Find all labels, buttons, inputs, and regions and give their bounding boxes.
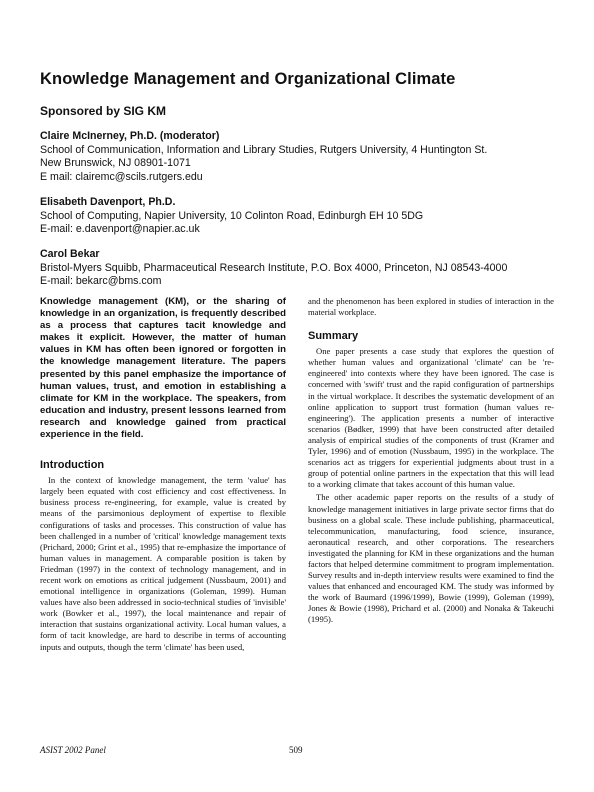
introduction-continuation: and the phenomenon has been explored in studies of interaction in the material workplace. [308,296,554,318]
author-affiliation: School of Computing, Napier University, 10 Colinton Road, Edinburgh EH 10 5DG [40,209,424,222]
author-email: E-mail: e.davenport@napier.ac.uk [40,223,200,235]
author-address: New Brunswick, NJ 08901-1071 [40,157,191,169]
right-column [308,296,554,626]
author-name: Claire McInerney, Ph.D. (moderator) [40,130,220,142]
footer-conference: ASIST 2002 Panel [40,745,106,755]
summary-paragraph-2: The other academic paper reports on the results of a study of knowledge management initiatives in large private sector firms that do business on a global scale. These include publishing, pharmaceutical, telecommunication, manufacturing, food science, insurance, aeronautical research, and other corporations. The researchers investigated the planning for KM in these organizations and the human factors that helped determine commitment to program implementation. Survey results and in-depth interview results were examined to find the values that enhanced and encouraged KM. The study was informed by the work of Baumard (1996/1999), Bowie (1999), Goleman (1999), Jones & Bowie (1998), Prichard et al. (2000) and Nonaka & Takeuchi (1995). [308,492,554,625]
abstract: Knowledge management (KM), or the sharing of knowledge in an organization, is frequently described as a process that captures tacit knowledge and makes it explicit. However, the matter of human values in KM has often been ignored or forgotten in the knowledge management literature. The papers presented by this panel emphasize the importance of human values, trust, and emotion in establishing a climate for KM in the workplace. The speakers, from education and industry, present lessons learned from research and knowledge gained from practical experience in the field. [40,296,286,441]
author-name: Carol Bekar [40,248,100,260]
summary-heading: Summary [308,330,359,343]
sponsor-line: Sponsored by SIG KM [40,104,167,118]
introduction-paragraph: In the context of knowledge management, the term 'value' has largely been equated with cost efficiency and cost effectiveness. In business process re-engineering, for example, value is created by means of the parsimonious deployment of expertise to flexible configurations of tasks and processes. This construction of value has been challenged in a number of 'critical' knowledge management texts (Prichard, 2000; Grint et al., 1995) that re-emphasize the importance of human values in management. A comparable position is taken by Friedman (1997) in the context of technology management, and in recent work on emotions as critical judgement (Nussbaum, 2001) and emotional intelligence in organizations (Goleman, 1999). Human values have also been addressed in socio-technical studies of 'invisible' work (Bowker et al., 1997), the local maintenance and repair of interaction that sustains organizational activity. Local human values, a form of tacit knowledge, are hard to describe in terms of accounting inputs and outputs, though the term 'climate' has been used, [40,475,286,652]
author-block-davenport [40,196,560,237]
author-affiliation: Bristol-Myers Squibb, Pharmaceutical Research Institute, P.O. Box 4000, Princeton, NJ 08543-4000 [40,261,508,274]
author-email: E mail: clairemc@scils.rutgers.edu [40,170,203,183]
introduction-heading: Introduction [40,459,105,472]
page-number: 509 [289,745,303,755]
author-email: E-mail: bekarc@bms.com [40,275,162,287]
page-title: Knowledge Management and Organizational Climate [40,70,456,88]
summary-paragraph-1: One paper presents a case study that explores the question of whether human values and organizational 'climate' can be 're-engineered' into contexts where they have been ignored. The case is concerned with 'swift' trust and the rapid configuration of partnerships in the virtual workplace. It describes the systematic development of an online application to support trust formation (human values re-engineering'). The application presents a number of interactive scenarios (Bødker, 1999) that have been constructed after detailed analysis of empirical studies of the components of trust (Kramer and Tyler, 1996) and of emotion (Nussbaum, 1995) in the workplace. The scenarios act as triggers for experiential judgments about trust in a group of potential online partners in the expectation that this will lead to a working climate that takes account of this human value. [308,346,554,490]
author-block-bekar [40,248,560,289]
author-name: Elisabeth Davenport, Ph.D. [40,196,176,208]
author-block-mcinerney [40,130,560,184]
left-column [40,296,286,653]
author-affiliation: School of Communication, Information and Library Studies, Rutgers University, 4 Huntington St. [40,143,488,156]
